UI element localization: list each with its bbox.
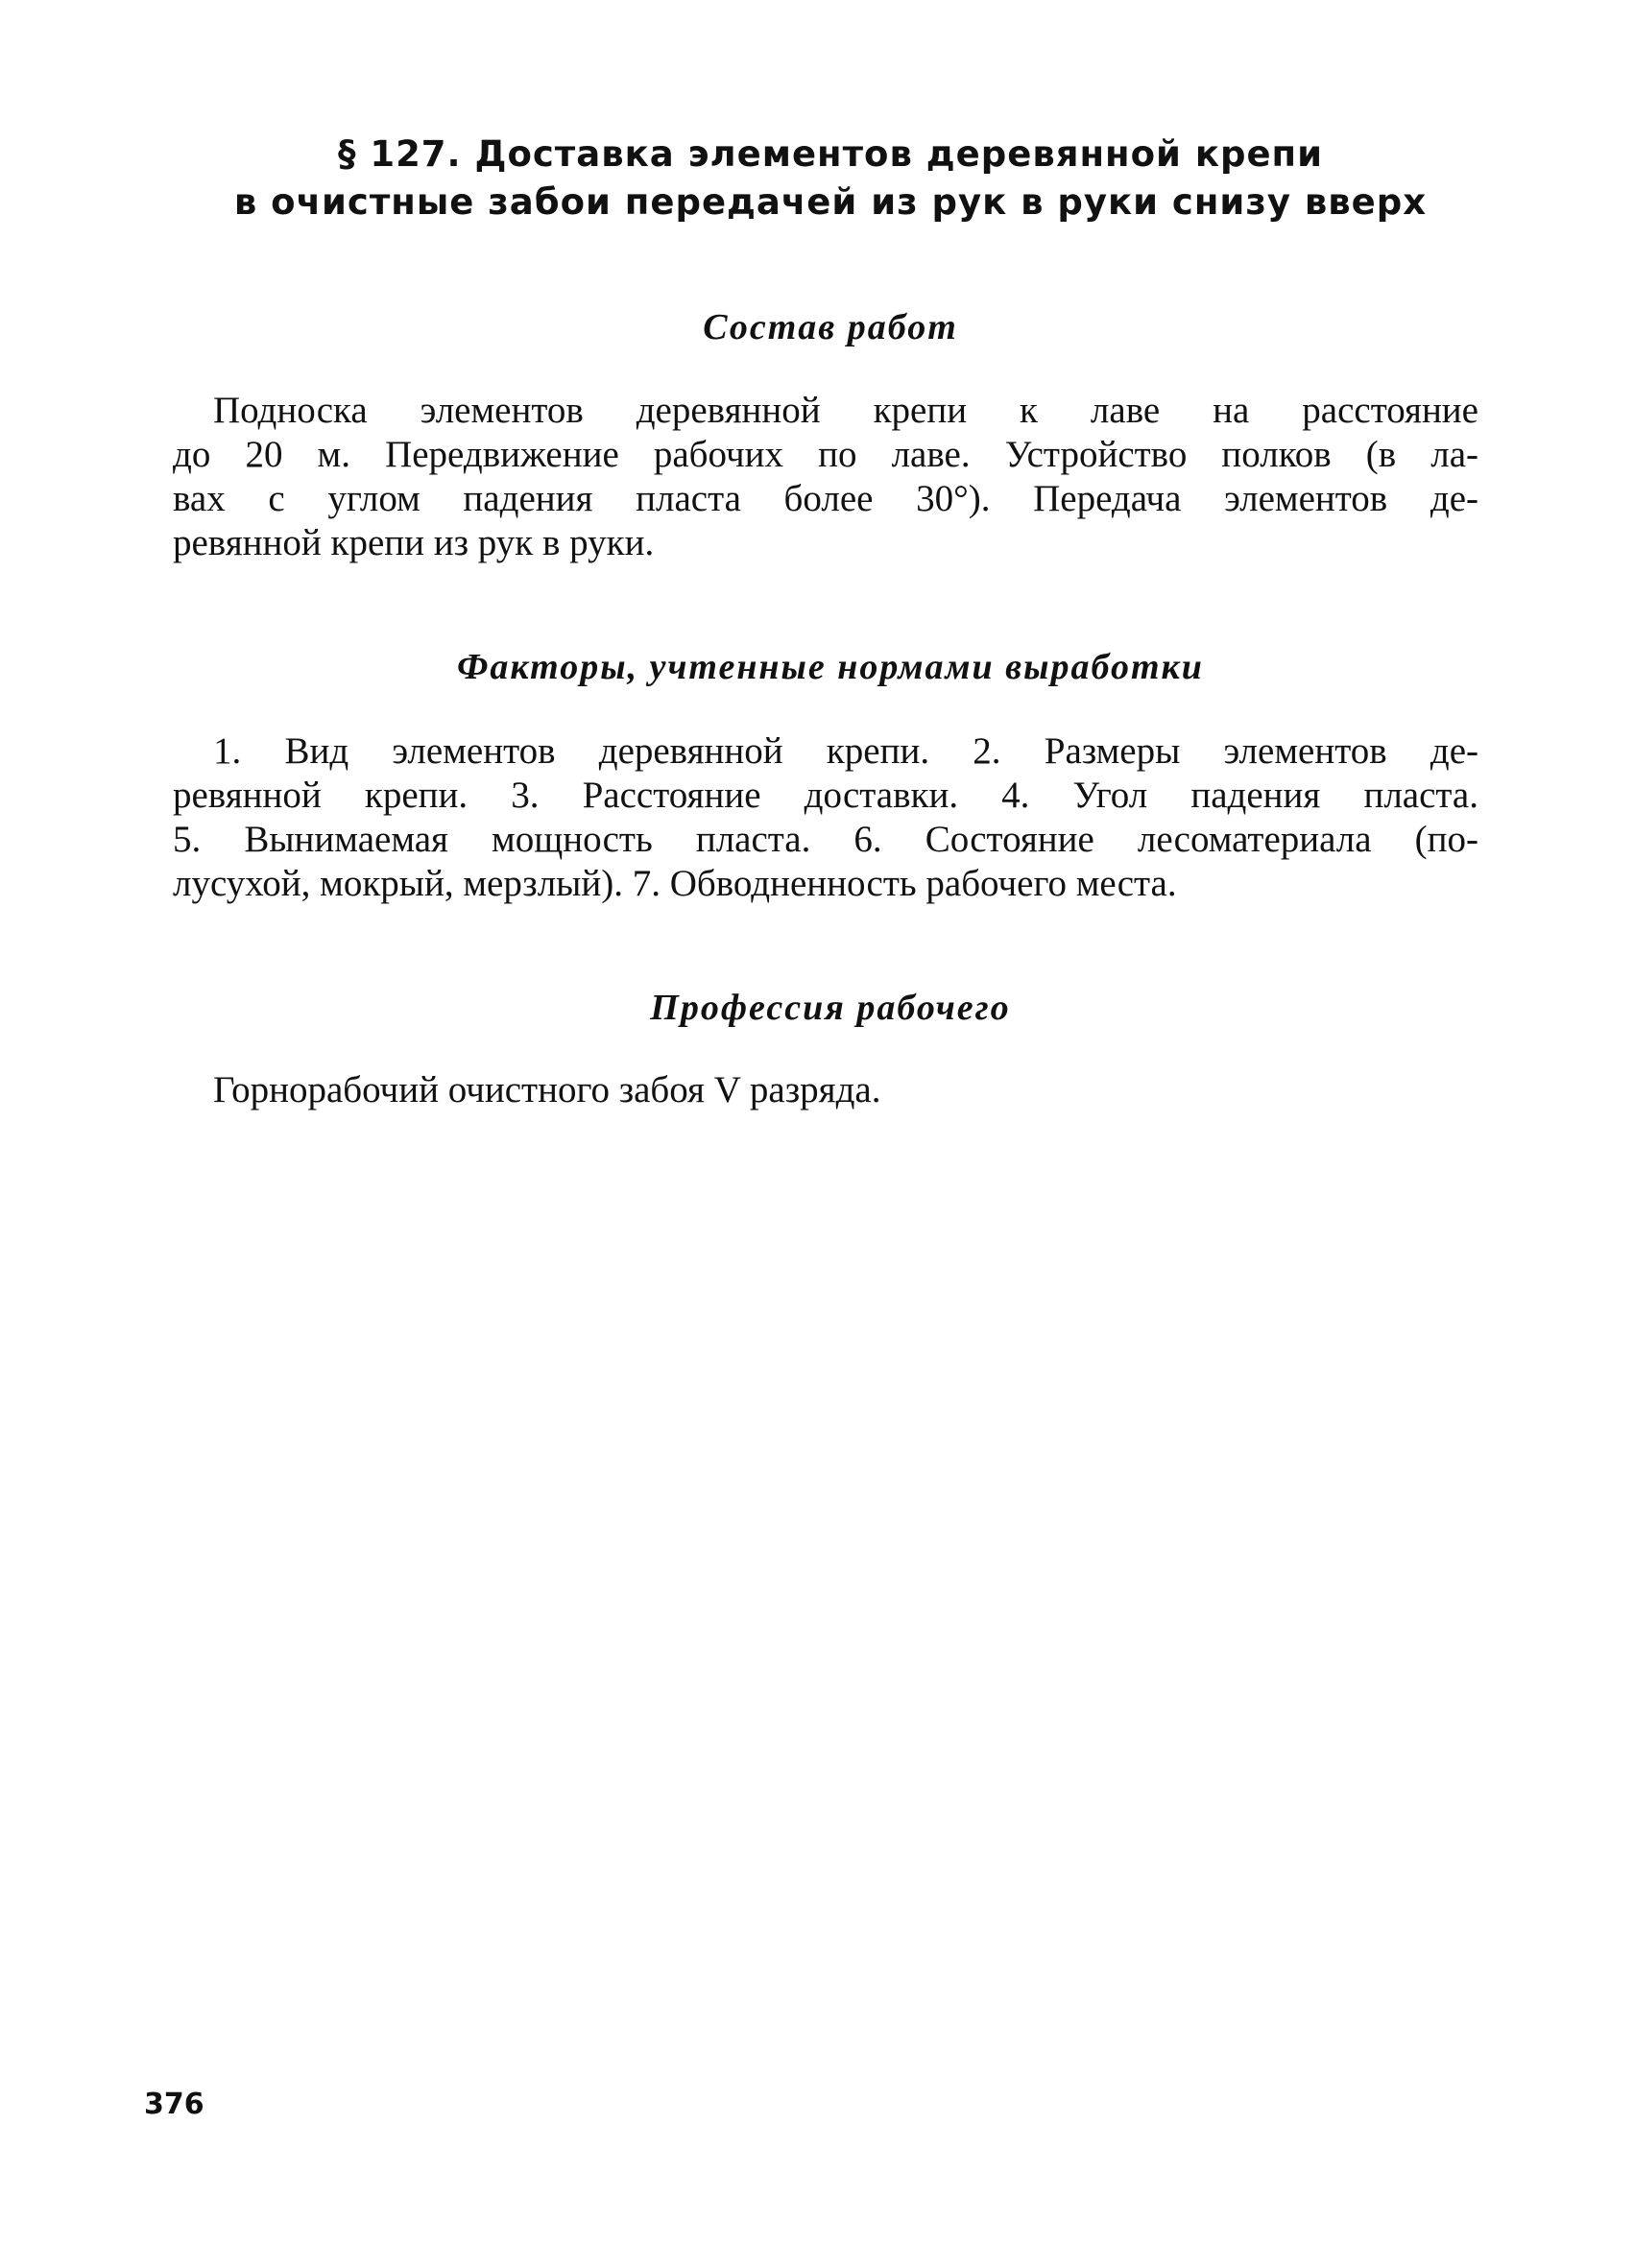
- composition-heading: Состав работ: [703, 307, 958, 347]
- factors-line-2: ревянной крепи. 3. Расстояние доставки. 4. Угол падения пласта.: [173, 775, 1478, 816]
- factors-line-4: лусухой, мокрый, мерзлый). 7. Обводненность рабочего места.: [173, 863, 1177, 904]
- profession-text: Горнорабочий очистного забоя V разряда.: [213, 1069, 881, 1110]
- section-title-line-1: § 127. Доставка элементов деревянной крепи: [337, 133, 1324, 175]
- page-number: 376: [144, 2088, 204, 2121]
- factors-line-3: 5. Вынимаемая мощность пласта. 6. Состояние лесоматериала (по-: [173, 819, 1478, 860]
- composition-line-4: ревянной крепи из рук в руки.: [173, 522, 655, 563]
- composition-line-3: вах с углом падения пласта более 30°). Передача элементов де-: [173, 478, 1478, 519]
- factors-line-1: 1. Вид элементов деревянной крепи. 2. Размеры элементов де-: [213, 730, 1478, 772]
- composition-line-2: до 20 м. Передвижение рабочих по лаве. Устройство полков (в ла-: [173, 434, 1478, 475]
- factors-heading: Факторы, учтенные нормами выработки: [457, 647, 1204, 687]
- section-title-line-2: в очистные забои передачей из рук в руки снизу вверх: [233, 181, 1428, 223]
- composition-line-1: Подноска элементов деревянной крепи к лаве на расстояние: [213, 390, 1478, 431]
- profession-heading: Профессия рабочего: [650, 988, 1011, 1028]
